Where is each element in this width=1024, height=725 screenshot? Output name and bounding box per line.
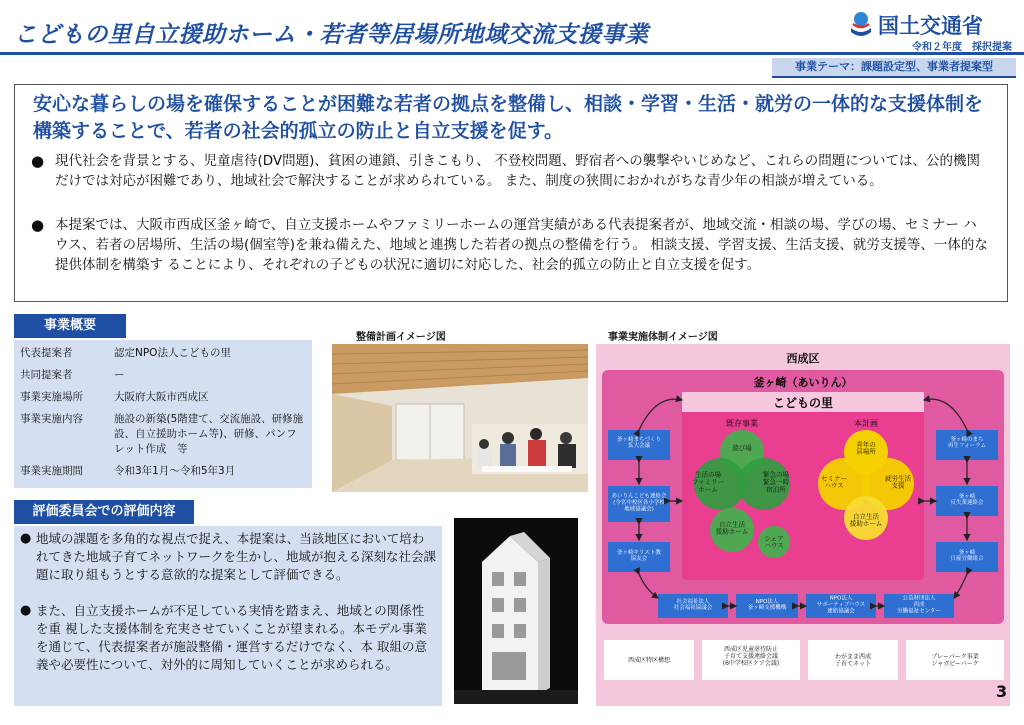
overview-heading: 事業概要 (14, 314, 126, 338)
summary-bullet-text: 現代社会を背景とする、児童虐待(DV問題)、貧困の連鎖、引きこもり、 不登校問題、野宿者への襲撃やいじめなど、これらの問題については、公的機関だけでは対応が困難であり、地域社会で解決することが求められている。 また、制度の狭間におかれがちな青少年の相談が増えている。 (55, 153, 980, 189)
existing-circle-top: 遊び場 (732, 444, 752, 452)
plan-circle-left: セミナーハウス (821, 474, 847, 490)
right-partner-0: 釜ヶ崎のまち再生フォーラム (947, 436, 987, 450)
overview-label: 事業実施場所 (20, 391, 83, 403)
ministry-logo (846, 8, 1016, 53)
bullet-icon: ● (20, 603, 32, 618)
theme-badge: 事業テーマ：課題設定型、事業者提案型 (772, 58, 1016, 78)
overview-value: 認定NPO法人こどもの里 (114, 347, 231, 359)
summary-bullet (31, 215, 989, 275)
ministry-emblem-icon (848, 10, 874, 40)
page-title: こどもの里自立援助ホーム・若者等居場所地域交流支援事業 (14, 22, 649, 48)
evaluation-bullet-text: また、自立支援ホームが不足している実情を踏まえ、地域との関係性を重 視した支援体制を充実させていくことが望まれる。本モデル事業を通じて、代表提案者が施設整備・運営するだけでなく、本 取組の意義や必要性について、対外的に周知していくことが求められる。 (36, 603, 427, 672)
title-rule (0, 52, 1024, 55)
summary-bullet (31, 151, 989, 191)
inner-partner-3: 公益財団法人西成労働福祉センター (897, 595, 941, 615)
overview-value: 大阪府大阪市西成区 (114, 391, 209, 403)
overview-label: 事業実施期間 (20, 465, 83, 477)
implementation-structure-diagram (596, 344, 1010, 706)
left-partner-2: 釜ヶ崎キリスト教協友会 (617, 549, 661, 563)
page-number: 3 (996, 682, 1008, 701)
existing-circle-left: 生活の場ファミリーホーム (691, 470, 725, 494)
left-partner-0: 釜ヶ崎まちづくり拡大会議 (617, 436, 661, 450)
overview-label: 共同提案者 (20, 369, 73, 381)
left-partner-1: あいりんこども連絡会(今宮中校区各小学校地域協議会) (611, 493, 667, 513)
building-model-image (454, 518, 578, 704)
bottom-partner-3: プレーパーク事業ジャガピーパーク (931, 653, 979, 668)
inner-partner-1: NPO法人釜ヶ崎支援機構 (747, 598, 787, 612)
interior-rendering-image (332, 344, 588, 492)
share-house-label: シェアハウス (764, 534, 784, 550)
plan-image-caption: 整備計画イメージ図 (356, 332, 446, 343)
ministry-name: 国土交通省 (878, 14, 983, 38)
new-plan-label: 本計画 (854, 419, 878, 428)
overview-label: 代表提案者 (20, 347, 73, 359)
plan-circle-bottom: 自立生活援助ホーム (849, 512, 883, 528)
plan-circle-right: 就労生活支援 (885, 474, 911, 490)
evaluation-bullet-text: 地域の課題を多角的な視点で捉え、本提案は、当該地区において培われてきた地域子育てネットワークを生かし、地域が抱える深刻な社会課題に取り組もうとする意欲的な提案として評価できる。 (36, 531, 437, 582)
evaluation-bullet (20, 602, 436, 674)
bullet-icon: ● (20, 531, 32, 546)
overview-table (14, 340, 312, 488)
existing-circle-right: 緊急の場緊急一時宿泊所 (763, 470, 789, 494)
outer-area-label: 西成区 (786, 352, 820, 365)
right-partner-1: 釜ヶ崎反失業連絡会 (950, 493, 984, 507)
district-label: 釜ヶ崎（あいりん） (753, 376, 853, 389)
center-label: こどもの里 (772, 396, 834, 410)
bullet-icon: ● (31, 152, 45, 170)
overview-value: ー (114, 369, 125, 381)
right-partner-2: 釜ヶ崎日雇労働組合 (950, 549, 984, 563)
evaluation-heading: 評価委員会での評価内容 (14, 500, 194, 524)
bottom-partner-0: 西成区特区構想 (627, 657, 671, 664)
plan-circle-top: 青年の居場所 (856, 440, 876, 456)
overview-value: 令和3年1月～令和5年3月 (114, 465, 236, 477)
summary-box (14, 84, 1008, 302)
summary-bullet-text: 本提案では、大阪市西成区釜ヶ崎で、自立支援ホームやファミリーホームの運営実績がある代表提案者が、地域交流・相談の場、学びの場、セミナー ハウス、若者の居場所、生活の場(個室等)を兼ね備えた、地域と連携した若者の拠点の整備を行う。 相談支援、学習支援、生活支援、就労支援等、一体的な提供体制を構築す ることにより、それぞれの子どもの状況に適切に対応した、社会的孤立の防止と自立支援を促す。 (55, 217, 988, 273)
existing-projects-label: 既存事業 (726, 419, 758, 428)
overview-value: 施設の新築(5階建て、交流施設、研修施設、自立援助ホーム等)、研修、パンフレット作成 等 (114, 413, 304, 455)
bottom-partner-1: 西成区児童虐待防止子育て支援連絡会議(6中学校区ケア会議) (722, 646, 780, 667)
overview-label: 事業実施内容 (20, 413, 83, 425)
inner-partner-2: NPO法人サポーティブハウス連絡協議会 (816, 595, 866, 615)
lead-text: 安心な暮らしの場を確保することが困難な若者の拠点を整備し、相談・学習・生活・就労の一体的な支援体制を構築することで、若者の社会的孤立の防止と自立支援を促す。 (33, 93, 984, 142)
existing-home-label: 自立生活援助ホーム (715, 520, 749, 536)
evaluation-box (14, 526, 442, 706)
adoption-year: 令和２年度 採択提案 (912, 42, 1012, 53)
implementation-diagram-caption: 事業実施体制イメージ図 (608, 332, 718, 343)
inner-partner-0: 社会福祉法人社会福祉協議会 (673, 598, 713, 612)
evaluation-bullet (20, 530, 437, 584)
bullet-icon: ● (31, 216, 45, 234)
bottom-partner-2: わがまま西成子育てネット (834, 653, 872, 668)
